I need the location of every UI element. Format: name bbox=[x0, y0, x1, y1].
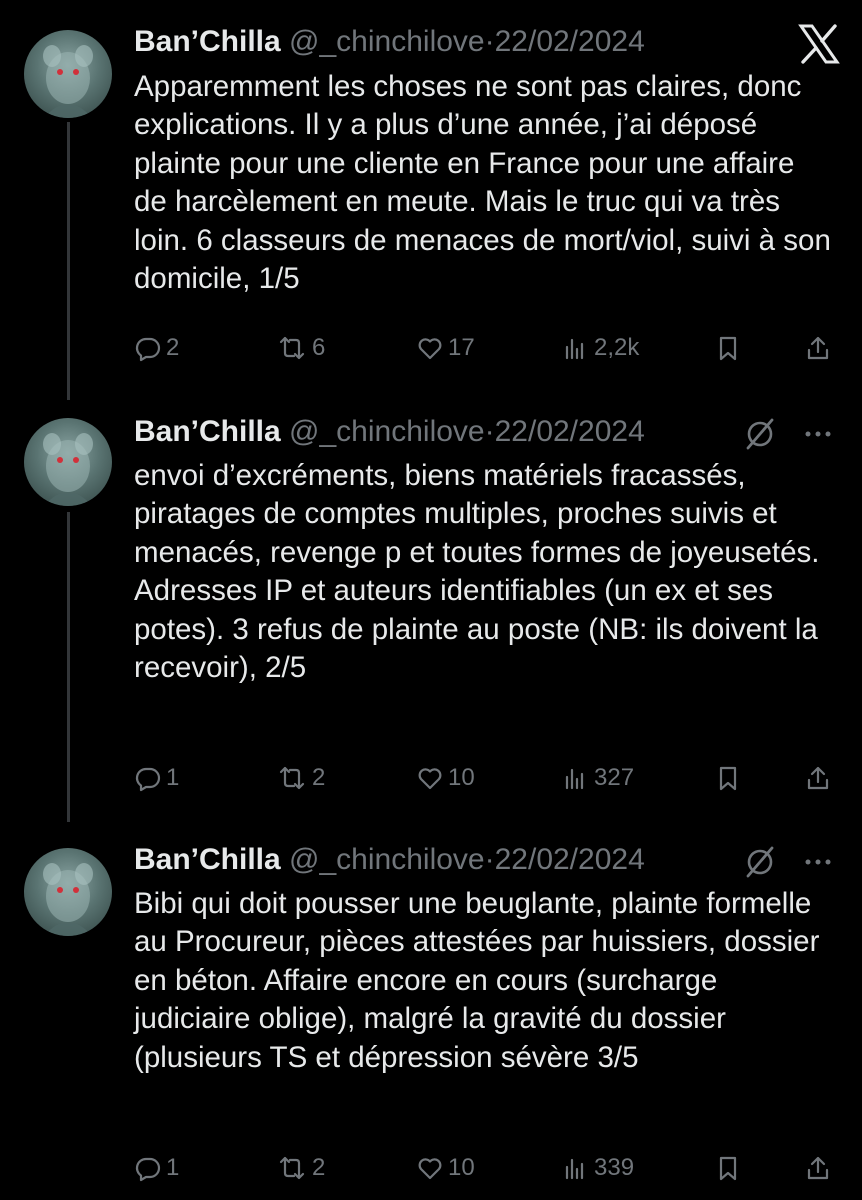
tweet[interactable] bbox=[0, 830, 862, 1200]
avatar[interactable] bbox=[24, 30, 112, 118]
action-bar bbox=[134, 328, 834, 368]
more-options-icon[interactable] bbox=[800, 844, 836, 885]
tweet-header bbox=[134, 414, 645, 450]
like-button[interactable] bbox=[416, 328, 475, 368]
share-icon bbox=[804, 334, 832, 362]
separator: · bbox=[484, 843, 495, 876]
reply-button[interactable] bbox=[134, 1148, 179, 1188]
bookmark-button[interactable] bbox=[714, 328, 742, 368]
bookmark-button[interactable] bbox=[714, 1148, 742, 1188]
author-name[interactable]: Ban’Chilla bbox=[134, 415, 281, 448]
bookmark-icon bbox=[714, 764, 742, 792]
repost-count: 2 bbox=[312, 1154, 326, 1181]
tweet-text: Apparemment les choses ne sont pas claires, donc explications. Il y a plus d’une année, j’ai déposé plainte pour une cliente en France pour une affaire de harcèlement en meute. Mais le truc qui va très loin. 6 classeurs de menaces de mort/viol, suivi à son domicile, 1/5 bbox=[134, 70, 831, 296]
view-count: 2,2k bbox=[594, 334, 640, 361]
share-button[interactable] bbox=[804, 328, 832, 368]
tweet-date[interactable]: 22/02/2024 bbox=[494, 25, 645, 58]
reply-button[interactable] bbox=[134, 328, 179, 368]
repost-button[interactable] bbox=[276, 758, 325, 798]
reply-count: 1 bbox=[166, 764, 180, 791]
heart-icon bbox=[416, 334, 444, 362]
bookmark-icon bbox=[714, 1154, 742, 1182]
repost-icon bbox=[276, 764, 308, 792]
views-button[interactable] bbox=[562, 328, 639, 368]
reply-count: 1 bbox=[166, 1154, 180, 1181]
tweet-date[interactable]: 22/02/2024 bbox=[494, 415, 645, 448]
repost-button[interactable] bbox=[276, 1148, 325, 1188]
heart-icon bbox=[416, 764, 444, 792]
views-icon bbox=[562, 764, 590, 792]
repost-icon bbox=[276, 1154, 308, 1182]
reply-count: 2 bbox=[166, 334, 180, 361]
repost-count: 2 bbox=[312, 764, 326, 791]
heart-icon bbox=[416, 1154, 444, 1182]
like-button[interactable] bbox=[416, 758, 475, 798]
like-count: 10 bbox=[448, 1154, 475, 1181]
tweet-text: envoi d’excréments, biens matériels fracassés, piratages de comptes multiples, proches suivis et menacés, revenge p et toutes formes de joyeusetés. Adresses IP et auteurs identifiables (un ex et ses potes). 3 refus de plainte au poste (NB: ils doivent la recevoir), 2/5 bbox=[134, 459, 820, 685]
tweet[interactable] bbox=[0, 0, 862, 400]
tweet-header bbox=[134, 842, 645, 878]
view-count: 339 bbox=[594, 1154, 635, 1181]
view-count: 327 bbox=[594, 764, 635, 791]
share-icon bbox=[804, 764, 832, 792]
more-options-icon[interactable] bbox=[800, 416, 836, 457]
reply-icon bbox=[134, 764, 162, 792]
tweet[interactable] bbox=[0, 400, 862, 830]
author-name[interactable]: Ban’Chilla bbox=[134, 25, 281, 58]
grok-icon[interactable] bbox=[742, 416, 778, 457]
repost-button[interactable] bbox=[276, 328, 325, 368]
action-bar bbox=[134, 758, 834, 798]
separator: · bbox=[484, 415, 495, 448]
bookmark-icon bbox=[714, 334, 742, 362]
share-button[interactable] bbox=[804, 758, 832, 798]
author-handle[interactable]: @_chinchilove bbox=[289, 843, 485, 876]
repost-icon bbox=[276, 334, 308, 362]
tweet-date[interactable]: 22/02/2024 bbox=[494, 843, 645, 876]
reply-icon bbox=[134, 1154, 162, 1182]
reply-button[interactable] bbox=[134, 758, 179, 798]
separator: · bbox=[484, 25, 495, 58]
author-handle[interactable]: @_chinchilove bbox=[289, 25, 485, 58]
views-button[interactable] bbox=[562, 758, 634, 798]
like-button[interactable] bbox=[416, 1148, 475, 1188]
views-icon bbox=[562, 334, 590, 362]
author-name[interactable]: Ban’Chilla bbox=[134, 843, 281, 876]
like-count: 10 bbox=[448, 764, 475, 791]
avatar[interactable] bbox=[24, 848, 112, 936]
share-button[interactable] bbox=[804, 1148, 832, 1188]
action-bar bbox=[134, 1148, 834, 1188]
views-button[interactable] bbox=[562, 1148, 634, 1188]
reply-icon bbox=[134, 334, 162, 362]
repost-count: 6 bbox=[312, 334, 326, 361]
tweet-header bbox=[134, 24, 645, 60]
share-icon bbox=[804, 1154, 832, 1182]
views-icon bbox=[562, 1154, 590, 1182]
bookmark-button[interactable] bbox=[714, 758, 742, 798]
tweet-text: Bibi qui doit pousser une beuglante, plainte formelle au Procureur, pièces attestées par huissiers, dossier en béton. Affaire encore en cours (surcharge judiciaire oblige), malgré la gravité du dossier (plusieurs TS et dépression sévère 3/5 bbox=[134, 887, 820, 1074]
like-count: 17 bbox=[448, 334, 475, 361]
author-handle[interactable]: @_chinchilove bbox=[289, 415, 485, 448]
grok-icon[interactable] bbox=[742, 844, 778, 885]
avatar[interactable] bbox=[24, 418, 112, 506]
